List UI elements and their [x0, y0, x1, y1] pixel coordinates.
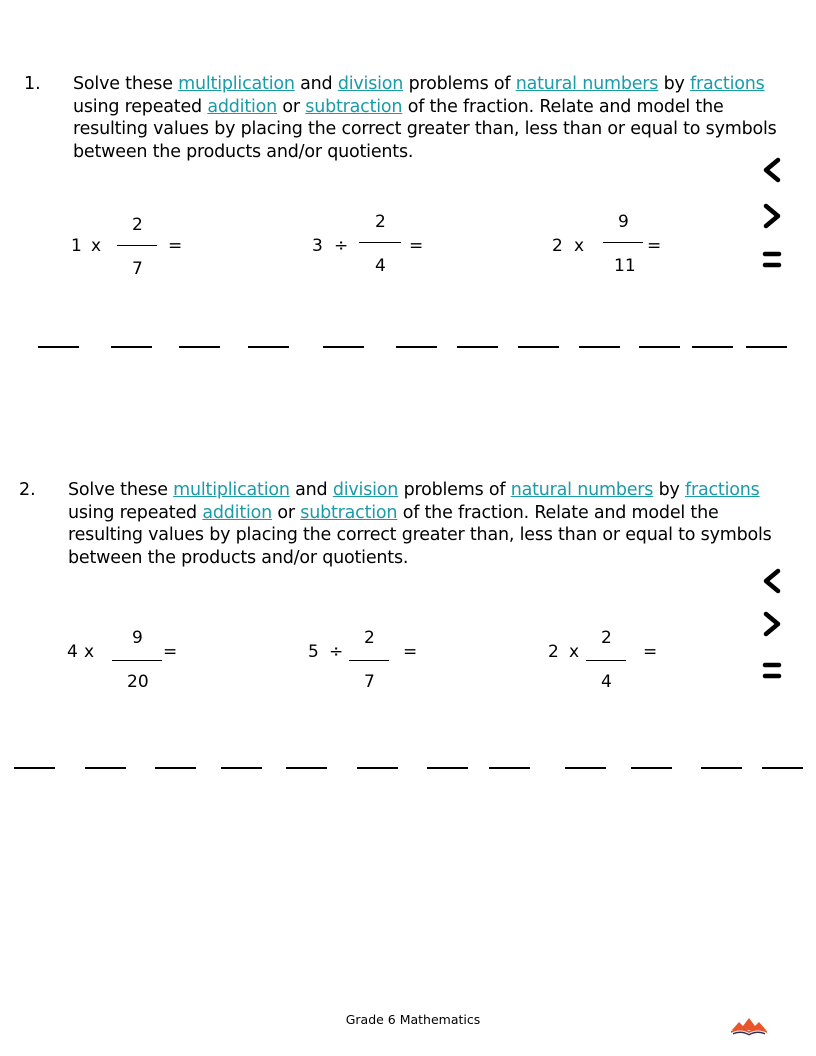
- fraction-bar: [117, 245, 157, 246]
- answer-blank[interactable]: [286, 767, 327, 769]
- equals-icon[interactable]: [758, 246, 786, 274]
- equals-icon[interactable]: [758, 657, 786, 685]
- fraction-bar: [586, 660, 626, 661]
- link-natural-numbers[interactable]: natural numbers: [510, 480, 654, 500]
- whole-number: 2: [552, 236, 563, 256]
- equals-sign: =: [163, 642, 178, 662]
- link-fractions[interactable]: fractions: [690, 74, 765, 94]
- answer-blank[interactable]: [565, 767, 606, 769]
- whole-number: 2: [548, 642, 559, 662]
- link-fractions[interactable]: fractions: [685, 480, 760, 500]
- answer-blank[interactable]: [357, 767, 398, 769]
- numerator: 2: [375, 212, 386, 232]
- instruction-text: and: [294, 74, 338, 94]
- answer-blank[interactable]: [579, 346, 620, 348]
- instruction-text: or: [272, 502, 301, 523]
- denominator: 20: [127, 672, 149, 692]
- answer-blank[interactable]: [457, 346, 498, 348]
- instruction-text: and: [289, 480, 333, 500]
- instruction-text: using repeated: [68, 502, 203, 523]
- operator: x: [574, 236, 585, 256]
- denominator: 7: [364, 672, 375, 692]
- fraction-bar: [359, 242, 401, 243]
- less-than-icon[interactable]: [758, 567, 786, 595]
- question-instructions: [68, 479, 788, 569]
- answer-blank[interactable]: [692, 346, 733, 348]
- whole-number: 5: [308, 642, 319, 662]
- question-number: 1.: [24, 74, 41, 94]
- instruction-text: by: [658, 74, 691, 94]
- instruction-text: using repeated: [73, 96, 208, 117]
- answer-blank[interactable]: [221, 767, 262, 769]
- numerator: 2: [132, 215, 143, 235]
- whole-number: 1: [71, 236, 82, 256]
- instruction-text: of the fraction. Relate and model the resulting values by placing the correct greater than, less than or equal to symbols between the products and/or quotients.: [73, 96, 777, 162]
- answer-blank[interactable]: [248, 346, 289, 348]
- question-number: 2.: [19, 480, 36, 500]
- answer-blank[interactable]: [14, 767, 55, 769]
- link-division[interactable]: division: [337, 74, 404, 94]
- operator: ÷: [329, 642, 344, 662]
- denominator: 11: [614, 256, 636, 276]
- answer-blank[interactable]: [746, 346, 787, 348]
- equals-sign: =: [647, 236, 662, 256]
- greater-than-icon[interactable]: [758, 202, 786, 230]
- operator: x: [84, 642, 95, 662]
- question-instructions: [73, 73, 793, 163]
- instruction-text: Solve these: [73, 74, 179, 94]
- numerator: 2: [364, 628, 375, 648]
- answer-blank[interactable]: [427, 767, 468, 769]
- denominator: 7: [132, 259, 143, 279]
- answer-blank[interactable]: [396, 346, 437, 348]
- operator: x: [569, 642, 580, 662]
- answer-blank[interactable]: [155, 767, 196, 769]
- numerator: 9: [132, 628, 143, 648]
- publisher-logo-icon: [730, 1014, 768, 1036]
- whole-number: 4: [67, 642, 78, 662]
- fraction-bar: [603, 242, 643, 243]
- denominator: 4: [375, 256, 386, 276]
- instruction-text: or: [277, 96, 306, 117]
- fraction-bar: [112, 660, 162, 661]
- answer-blank[interactable]: [631, 767, 672, 769]
- link-division[interactable]: division: [332, 480, 399, 500]
- greater-than-icon[interactable]: [758, 610, 786, 638]
- answer-blank[interactable]: [111, 346, 152, 348]
- instruction-text: problems of: [398, 480, 511, 500]
- less-than-icon[interactable]: [758, 156, 786, 184]
- link-natural-numbers[interactable]: natural numbers: [515, 74, 659, 94]
- answer-blank[interactable]: [701, 767, 742, 769]
- numerator: 2: [601, 628, 612, 648]
- whole-number: 3: [312, 236, 323, 256]
- link-multiplication[interactable]: multiplication: [173, 480, 290, 500]
- footer-text: Grade 6 Mathematics: [345, 1012, 481, 1027]
- link-subtraction[interactable]: subtraction: [300, 502, 398, 523]
- denominator: 4: [601, 672, 612, 692]
- answer-blank[interactable]: [38, 346, 79, 348]
- numerator: 9: [618, 212, 629, 232]
- link-addition[interactable]: addition: [202, 502, 273, 523]
- instruction-text: Solve these: [68, 480, 174, 500]
- equals-sign: =: [168, 236, 183, 256]
- answer-blank[interactable]: [85, 767, 126, 769]
- fraction-bar: [349, 660, 389, 661]
- instruction-text: problems of: [403, 74, 516, 94]
- equals-sign: =: [643, 642, 658, 662]
- answer-blank[interactable]: [323, 346, 364, 348]
- link-multiplication[interactable]: multiplication: [178, 74, 295, 94]
- equals-sign: =: [409, 236, 424, 256]
- answer-blank[interactable]: [179, 346, 220, 348]
- answer-blank[interactable]: [518, 346, 559, 348]
- answer-blank[interactable]: [489, 767, 530, 769]
- instruction-text: of the fraction. Relate and model the resulting values by placing the correct greater than, less than or equal to symbols between the products and/or quotients.: [68, 502, 772, 568]
- operator: ÷: [334, 236, 349, 256]
- answer-blank[interactable]: [639, 346, 680, 348]
- link-addition[interactable]: addition: [207, 96, 278, 117]
- operator: x: [91, 236, 102, 256]
- equals-sign: =: [403, 642, 418, 662]
- instruction-text: by: [653, 480, 686, 500]
- link-subtraction[interactable]: subtraction: [305, 96, 403, 117]
- answer-blank[interactable]: [762, 767, 803, 769]
